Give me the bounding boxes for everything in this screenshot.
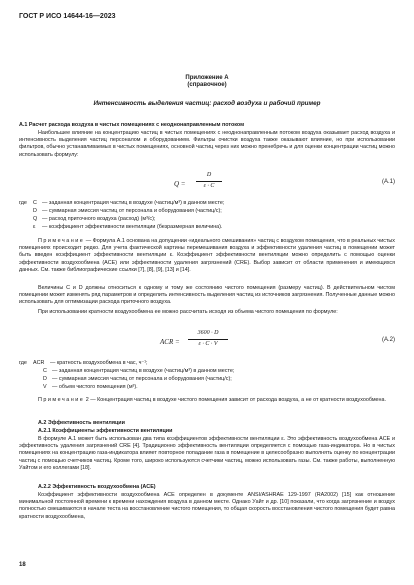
section-a1-heading: А.1 Расчет расхода воздуха в чистых помещениях с неоднонаправленным потоком [19, 122, 245, 128]
section-a1-paragraph: Наибольшее влияние на концентрацию частиц в чистых помещениях с неоднонаправленным потоком воздуха оказывает расход воздуха и интенсивность выделения частиц персоналом и оборудованием. Фильтры очистки воздуха также оказывают влияние, но при использовании фильтров, обычно устанавливаемых в чистых помещениях, основной частиц через них можно пренебречь и для оценки концентрации частиц можно использовать формулу: [19, 130, 395, 158]
note-2 [19, 397, 395, 404]
formula-a1-def-sym: Q [33, 216, 38, 222]
formula-a1-def-sym: ε [33, 224, 36, 230]
note-1 [19, 238, 395, 274]
formula-a1-def-text: — расход приточного воздуха (расход) (м³/с); [42, 216, 156, 222]
paragraph-acr: При использовании кратности воздухообмена ее можно рассчитать исходя из объема чистого помещения по формуле: [38, 309, 338, 315]
formula-a1-def-text: — заданная концентрация частиц в воздухе (частиц/м³) в данном месте; [42, 200, 225, 206]
section-a21-heading: А.2.1 Коэффициенты эффективности вентиляции [38, 428, 173, 434]
formula-a2-def-text: — суммарная эмиссия частиц от персонала и оборудования (частиц/с); [52, 376, 232, 382]
section-a22-paragraph: Коэффициент эффективности воздухообмена ACE определен в документе ANSI/ASHRAE 129-1997 (RA2002) [15] как отношение минимальной постоянной времени к времени нахождения воздуха в данном месте. Однако Уайт и др. [10] показали, что когда загрязнение и воздух полностью смешиваются в начале теста на восстановление чистого помещения, то общая скорость восстановления чистого помещения будет равна кратности воздухообмена, [19, 492, 395, 520]
section-a22-heading: А.2.2 Эффективность воздухообмена (ACE) [38, 484, 156, 490]
formula-a1-number: (A.1) [381, 179, 395, 185]
appendix-type: (справочное) [187, 82, 227, 88]
formula-a2-number: (A.2) [381, 337, 395, 343]
formula-a2-numerator: 3600 · D [197, 330, 219, 336]
section-a21-paragraph: В формуле А.1 может быть использован два типа коэффициентов эффективности вентиляции ε. Это эффективность воздухообмена ACE и эффективность удаления загрязнений CRE [4]. Традиционно эффективность вентиляции определяется с помощью газа-индикатора. Но в чистых помещениях на концентрацию газа-индикатора влияет повторное попадание газа в помещение в целесообразно выполнять оценку по концентрации частиц с помощью счетчиков частиц. Кроме того, широко используются счетчики частиц, можно использовать газы. См. также работы, выполненную Уайтом и его коллегами [18]. [19, 436, 395, 471]
formula-a1-def-sym: C [33, 200, 37, 206]
formula-a2-def-sym: ACR [33, 360, 45, 366]
document-header: ГОСТ Р ИСО 14644-16—2023 [19, 13, 116, 20]
section-a2-heading: А.2 Эффективность вентиляции [38, 420, 125, 426]
formula-a1-fraction-line [196, 181, 222, 182]
formula-a1-def-sym: D [33, 208, 37, 214]
note-2-text: 2 — Концентрация частиц в воздухе чистого помещения зависит от расхода воздуха, а не от кратности воздухообмена. [85, 397, 386, 403]
formula-a1-denominator: ε · C [203, 183, 215, 189]
formula-a2-def-sym: V [43, 384, 47, 390]
page-number: 18 [19, 562, 26, 568]
formula-a2-where: где [19, 360, 27, 366]
note-2-label: Примечание [38, 397, 85, 403]
appendix-title: Интенсивность выделения частиц: расход воздуха и рабочий пример [93, 100, 321, 107]
formula-a1-where: где [19, 200, 27, 206]
formula-a2-def-text: — заданная концентрация частиц в воздухе (частиц/м³) в данном месте; [52, 368, 235, 374]
formula-a1-lhs: Q = [174, 180, 186, 188]
paragraph-c-d: Величины C и D должны относиться к одному и тому же состоянию чистого помещения (размеру частиц). В действительном чистом помещении может изменять ряд параметров и определить интенсивность выделения частиц из источников загрязнения. Полученные данные можно использовать для оптимизации расхода приточного воздуха. [19, 285, 395, 306]
note-1-label: Примечание [38, 238, 85, 244]
formula-a1-def-text: — коэффициент эффективности вентиляции (безразмерная величина). [42, 224, 223, 230]
formula-a2-def-sym: D [43, 376, 47, 382]
formula-a2-def-text: — объем чистого помещения (м³). [52, 384, 138, 390]
note-1-text: — Формула А.1 основана на допущении «идеального смешивания» частиц с воздухом помещения, что в реальных чистых помещениях происходит редко. Для учета фактической картины перемешивания воздуха и эффективности удаления частиц в помещении может быть введен коэффициент эффективности вентиляции ε. Коэффициент эффективности вентиляции можно определить с помощью оценки эффективности воздухообмена (ACE) или эффективности удаления загрязнений (CRE). Выбор зависит от области применения и имеющихся данных. См. также библиографические ссылки [7], [8], [9], [13] и [14]. [19, 238, 395, 273]
formula-a2-denominator: ε · C · V [198, 341, 218, 347]
formula-a2-def-text: — кратность воздухообмена в час, ч⁻¹; [50, 360, 148, 366]
formula-a2-fraction-line [188, 339, 228, 340]
formula-a2-lhs: ACR = [160, 338, 180, 346]
formula-a1-def-text: — суммарная эмиссия частиц от персонала и оборудования (частиц/с); [42, 208, 222, 214]
formula-a1-numerator: D [206, 172, 212, 178]
appendix-label: Приложение А [185, 75, 229, 81]
formula-a2-def-sym: C [43, 368, 47, 374]
